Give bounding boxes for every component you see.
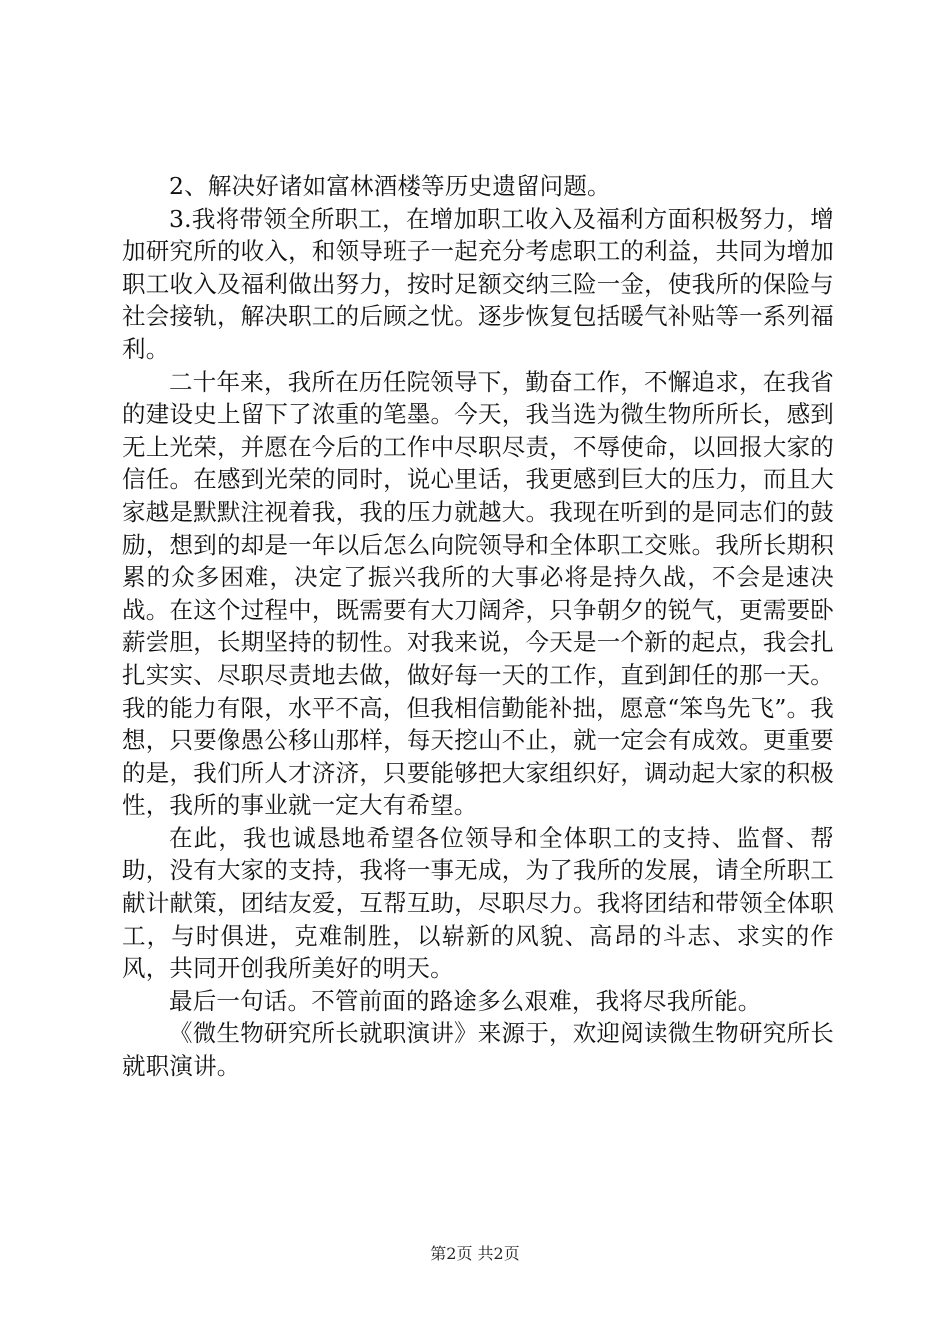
paragraph-6: 《微生物研究所长就职演讲》来源于，欢迎阅读微生物研究所长就职演讲。 xyxy=(122,1019,834,1081)
paragraph-5: 最后一句话。不管前面的路途多么艰难，我将尽我所能。 xyxy=(169,986,762,1015)
page-footer: 第2页 共2页 xyxy=(430,1244,520,1263)
paragraph-3: 二十年来，我所在历任院领导下，勤奋工作，不懈追求，在我省的建设史上留下了浓重的笔墨。今天，我当选为微生物所所长，感到无上光荣，并愿在今后的工作中尽职尽责，不辱使命，以回报大家的信任。在感到光荣的同时，说心里话，我更感到巨大的压力，而且大家越是默默注视着我，我的压力就越大。我现在听到的是同志们的鼓励，想到的却是一年以后怎么向院领导和全体职工交账。我所长期积累的众多困难，决定了振兴我所的大事必将是持久战，不会是速决战。在这个过程中，既需要有大刀阔斧，只争朝夕的锐气，更需要卧薪尝胆，长期坚持的韧性。对我来说，今天是一个新的起点，我会扎扎实实、尽职尽责地去做，做好每一天的工作，直到卸任的那一天。我的能力有限，水平不高，但我相信勤能补拙，愿意“笨鸟先飞”。我想，只要像愚公移山那样，每天挖山不止，就一定会有成效。更重要的是，我们所人才济济，只要能够把大家组织好，调动起大家的积极性，我所的事业就一定大有希望。 xyxy=(122,367,834,820)
paragraph-4: 在此，我也诚恳地希望各位领导和全体职工的支持、监督、帮助，没有大家的支持，我将一事无成，为了我所的发展，请全所职工献计献策，团结友爱，互帮互助，尽职尽力。我将团结和带领全体职工，与时俱进，克难制胜，以崭新的风貌、高昂的斗志、求实的作风，共同开创我所美好的明天。 xyxy=(122,823,834,983)
document-body xyxy=(122,170,834,1083)
paragraph-2: 3.我将带领全所职工，在增加职工收入及福利方面积极努力，增加研究所的收入，和领导班子一起充分考虑职工的利益，共同为增加职工收入及福利做出努力，按时足额交纳三险一金，使我所的保险与社会接轨，解决职工的后顾之忧。逐步恢复包括暖气补贴等一系列福利。 xyxy=(122,204,834,363)
paragraph-1: 2、解决好诸如富林酒楼等历史遗留问题。 xyxy=(169,172,611,200)
